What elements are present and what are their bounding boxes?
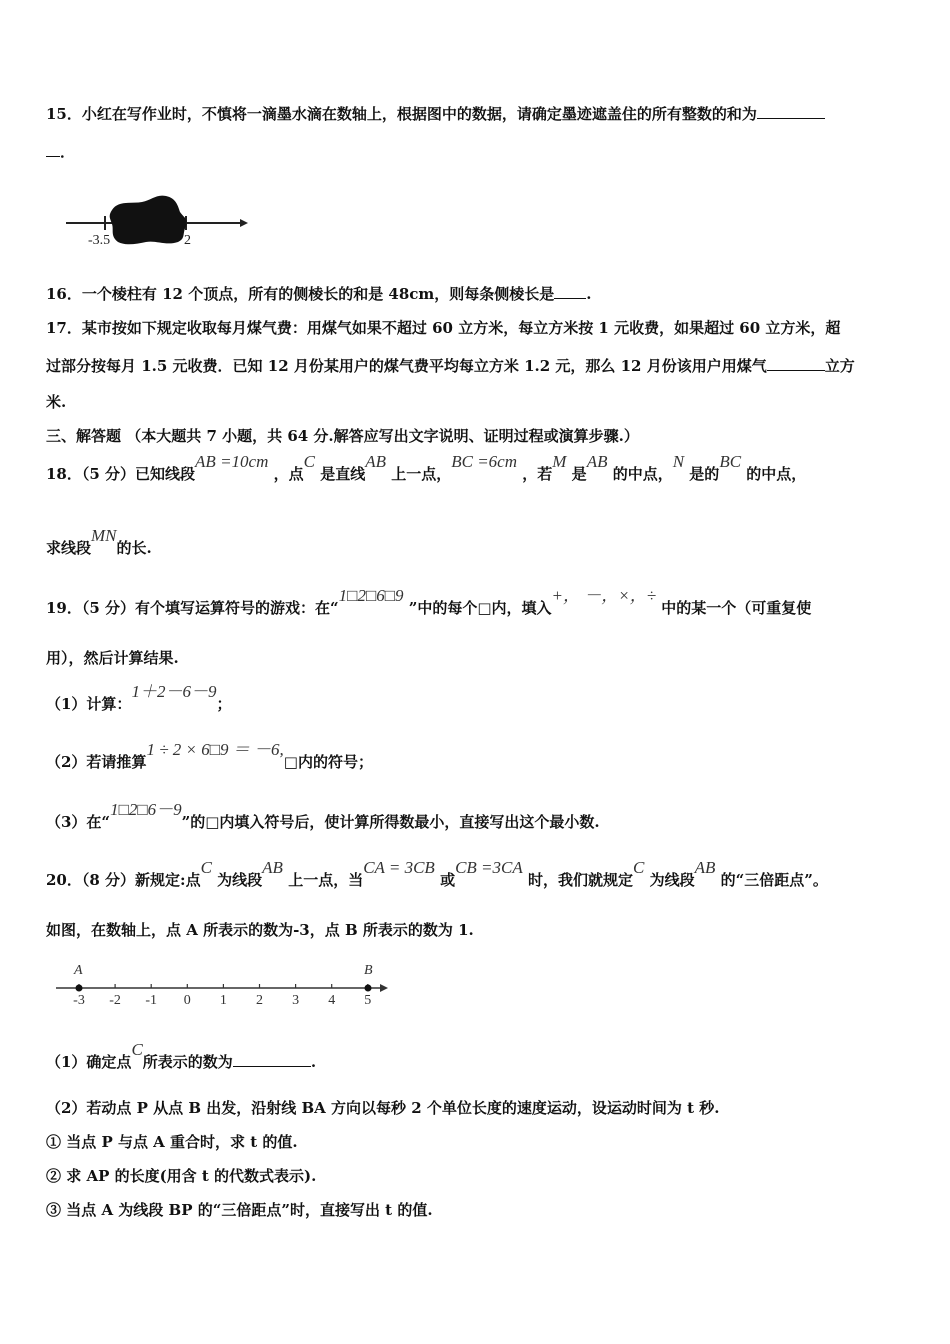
q17-line2: 过部分按每月 1.5 元收费．已知 12 月份某用户的煤气费平均每立方米 1.2 元，那么 12 月份该用户用煤气 立方 [46, 354, 855, 376]
answer-blank [233, 1050, 311, 1067]
tick-label: 2 [256, 993, 263, 1008]
tick-label: 3 [292, 993, 300, 1008]
q20-sub1: （1）确定点C所表示的数为 . [46, 1040, 317, 1071]
q20-case2: ② 求 AP 的长度(用含 t 的代数式表示). [46, 1167, 317, 1185]
q15-tail: ． [46, 140, 75, 162]
label-minus-3-5: -3.5 [88, 233, 111, 248]
label-b: B [364, 963, 373, 978]
answer-blank [767, 354, 825, 371]
tick-label: -2 [109, 993, 121, 1008]
tick-label: 5 [364, 993, 372, 1008]
tick-label: 1 [219, 993, 227, 1008]
point-b [365, 985, 372, 992]
q18-line1: 18．（5 分）已知线段AB =10cm ，点C 是直线AB 上一点，BC =6cm ，若M 是AB 的中点，N 是的BC 的中点， [46, 452, 807, 483]
label-2: 2 [184, 233, 191, 248]
answer-blank [554, 282, 586, 299]
q19-sub3: （3）在“1□2□6－9”的□内填入符号后，使计算所得数最小，直接写出这个最小数. [46, 800, 600, 831]
q20-sub2: （2）若动点 P 从点 B 出发，沿射线 BA 方向以每秒 2 个单位长度的速度运动，设运动时间为 t 秒. [46, 1099, 720, 1117]
q16-text: 16．一个棱柱有 12 个顶点，所有的侧棱长的和是 48cm，则每条侧棱长是 . [46, 282, 592, 304]
tick-label: -1 [145, 993, 158, 1008]
q20-line2: 如图，在数轴上，点 A 所表示的数为-3，点 B 所表示的数为 1. [46, 921, 474, 939]
q20-case1: ① 当点 P 与点 A 重合时，求 t 的值. [46, 1133, 298, 1151]
q17-line3: 米. [46, 393, 67, 411]
ink-blot-number-line [60, 188, 250, 250]
q15-text: 15．小红在写作业时，不慎将一滴墨水滴在数轴上，根据图中的数据，请确定墨迹遮盖住的所有整数的和为 [46, 102, 825, 124]
tick-label: 4 [328, 993, 336, 1008]
section-heading: 三、解答题 （本大题共 7 小题，共 64 分.解答应写出文字说明、证明过程或演算步骤.） [46, 427, 639, 445]
point-a [76, 985, 83, 992]
tick-label: 0 [183, 993, 191, 1008]
q18-line2: 求线段MN的长. [46, 526, 152, 557]
tick-label: -3 [73, 993, 85, 1008]
answer-blank [46, 140, 60, 157]
q19-sub1: （1）计算：1＋2－6－9； [46, 682, 232, 713]
q17-line1: 17．某市按如下规定收取每月煤气费：用煤气如果不超过 60 立方米，每立方米按 1 元收费，如果超过 60 立方米，超 [46, 319, 841, 337]
q20-number-line [50, 958, 395, 1010]
axis-arrow-icon [240, 219, 248, 227]
label-a: A [74, 963, 83, 978]
q19-line2: 用），然后计算结果. [46, 649, 179, 667]
q19-line1: 19．（5 分）有个填写运算符号的游戏：在“1□2□6□9 ”中的每个□内，填入+， －，×，÷ 中的某一个（可重复使 [46, 586, 812, 617]
answer-blank [757, 102, 825, 119]
q20-line1: 20．（8 分）新规定:点C 为线段AB 上一点，当CA = 3CB 或CB =3CA 时，我们就规定C 为线段AB 的“三倍距点”。 [46, 858, 828, 889]
axis-arrow-icon [380, 984, 388, 992]
ink-blot [110, 196, 187, 245]
q20-case3: ③ 当点 A 为线段 BP 的“三倍距点”时，直接写出 t 的值. [46, 1201, 433, 1219]
q19-sub2: （2）若请推算1 ÷ 2 × 6□9 ＝ －6,□内的符号； [46, 740, 373, 771]
